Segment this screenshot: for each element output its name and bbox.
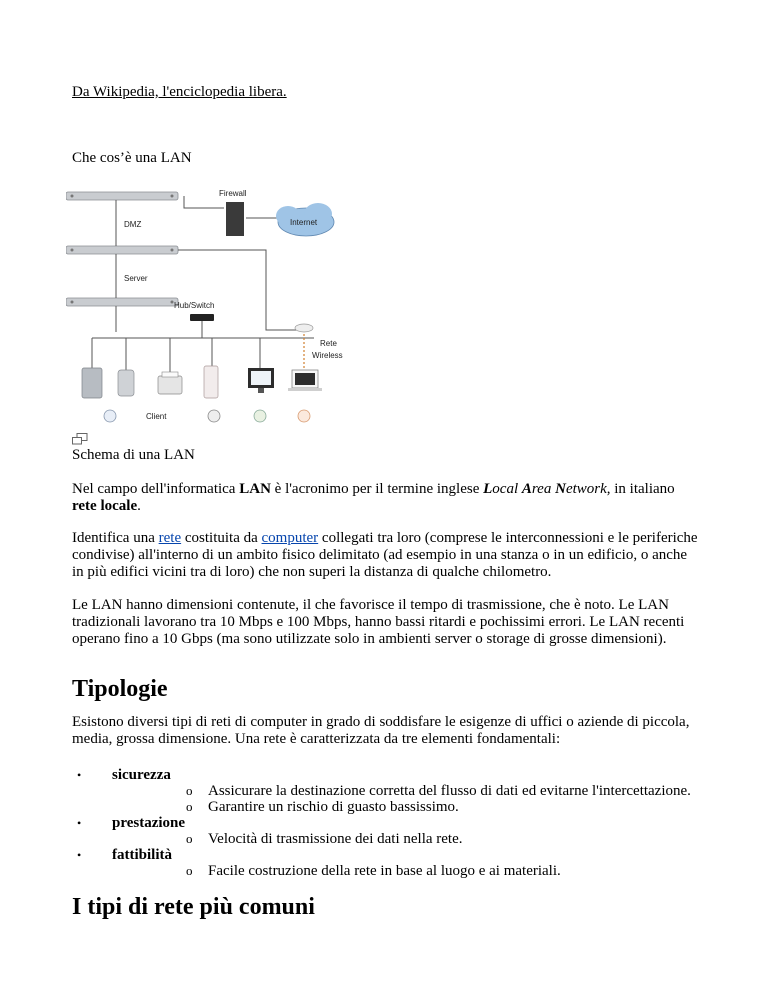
windows-os-icon [254,410,266,422]
list-item: • sicurezza o Assicurare la destinazione corretta del flusso di dati ed evitarne l'intercettazione. o Garantire un rischio di guasto bassissimo. [72,767,712,815]
wireless-access-point [295,324,313,332]
link-computer[interactable]: computer [261,530,319,546]
sub-list-item: o Garantire un rischio di guasto bassissimo. [112,799,712,815]
paragraph-tipi-reti: Esistono diversi tipi di reti di computer in grado di soddisfare le esigenze di uffici o aziende di piccola, media, grossa dimensione. Una rete è caratterizzata da tre elementi fondamentali: [72,714,690,747]
mac-pro-tower [82,368,102,398]
link-rete[interactable]: rete [158,530,182,546]
rack-unit-server [66,246,178,254]
label-client: Client [146,412,167,421]
list-item: • fattibilità o Facile costruzione della rete in base al luogo e ai materiali. [72,847,712,879]
list-item: • prestazione o Velocità di trasmissione dei dati nella rete. [72,815,712,847]
label-hub-switch: Hub/Switch [174,301,215,310]
printer [158,372,182,394]
linux-os-icon [208,410,220,422]
paragraph-dimensioni: Le LAN hanno dimensioni contenute, il che favorisce il tempo di trasmissione, che è noto. Le LAN tradizionali lavorano tra 10 Mbps e 100 Mbps, hanno bassi ritardi e pochissimi errori. Le LAN recenti operano fino a 10 Gbps (ma sono utilizzate solo in ambienti server o storage di grosse dimensioni). [72,597,685,647]
heading-tipi-comuni: I tipi di rete più comuni [72,894,315,920]
elements-list [72,767,712,879]
source-link[interactable]: Da Wikipedia, l'enciclopedia libera. [72,84,287,100]
figure-caption: Schema di una LAN [72,447,195,463]
firewall-device [226,202,244,236]
label-dmz: DMZ [124,220,142,229]
hub-switch-device [190,314,214,321]
sub-list-item: o Facile costruzione della rete in base al luogo e ai materiali. [112,863,712,879]
wireless-laptop [288,370,322,391]
intro-question: Che cos’è una LAN [72,150,192,166]
wireless-os-icon [298,410,310,422]
paragraph-definition: Nel campo dell'informatica LAN è l'acronimo per il termine inglese Local Area Network, in italiano rete locale. [72,481,675,514]
label-wireless: Wireless [312,351,343,360]
mac-mini [118,370,134,396]
lan-diagram [66,182,366,432]
rack-unit-dmz [66,192,178,200]
sub-list-item: o Assicurare la destinazione corretta del flusso di dati ed evitarne l'intercettazione. [112,783,712,799]
paragraph-identifica: Identifica una rete costituita da computer collegati tra loro (comprese le interconnessioni e le periferiche condivise) all'interno di un ambito fisico delimitato (ad esempio in una stanza o in un edificio, o anche in più edifici vicini tra di loro) che non superi la distanza di qualche chilometro. [72,530,698,580]
rack-unit-hub [66,298,178,306]
label-server: Server [124,274,148,283]
linux-pc [204,366,218,398]
label-internet: Internet [290,218,318,227]
sub-list-item: o Velocità di trasmissione dei dati nella rete. [112,831,712,847]
label-firewall: Firewall [219,189,247,198]
heading-tipologie: Tipologie [72,676,168,702]
label-rete: Rete [320,339,337,348]
windows-monitor [248,368,274,393]
enlarge-icon[interactable] [72,433,88,445]
mac-os-icon [104,410,116,422]
